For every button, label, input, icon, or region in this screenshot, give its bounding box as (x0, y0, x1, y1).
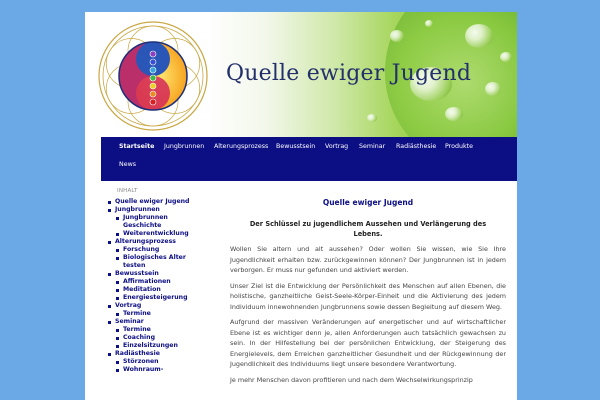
sidebar-item-vortrag[interactable]: Vortrag (107, 302, 197, 310)
nav-item-bewusstsein[interactable]: Bewusstsein (276, 143, 316, 150)
sidebar-item-seminar[interactable]: Seminar (107, 318, 197, 326)
sidebar-subitem-meditation[interactable]: Meditation (107, 286, 197, 294)
sidebar-subitem-biologisches-alter[interactable]: Biologisches Alter testen (107, 254, 197, 270)
sidebar-subitem-wohnraum[interactable]: Wohnraum- (107, 366, 197, 374)
content-paragraph: Unser Ziel ist die Entwicklung der Persönlichkeit des Menschen auf allen Ebenen, die holistische, ganzheitliche Geist-Seele-Körper-Einheit und die Aktivierung des jedem Individuum innewohnenden Jungbrunnens sowie dessen Begleitung auf diesem Weg. (230, 281, 506, 311)
water-drop (367, 114, 377, 122)
nav-item-vortrag[interactable]: Vortrag (325, 143, 349, 150)
sidebar-subitem-vortrag-termine[interactable]: Termine (107, 310, 197, 318)
water-drop (425, 20, 433, 27)
nav-item-alterungsprozess[interactable]: Alterungsprozess (214, 143, 269, 150)
water-drop (500, 52, 512, 62)
nav-item-news[interactable]: News (119, 161, 137, 168)
main-content (230, 198, 506, 390)
main-navigation (101, 137, 517, 181)
sidebar-subitem-forschung[interactable]: Forschung (107, 246, 197, 254)
water-drop (485, 82, 501, 96)
sidebar-subitem-geschichte[interactable]: Jungbrunnen Geschichte (107, 214, 197, 230)
nav-item-produkte[interactable]: Produkte (445, 143, 473, 150)
sidebar-heading: INHALT (117, 188, 138, 194)
sidebar-item-quelle[interactable]: Quelle ewiger Jugend (107, 198, 197, 206)
page-subtitle: Der Schlüssel zu jugendlichem Aussehen und Verlängerung des Lebens. (249, 220, 487, 238)
sidebar-subitem-stoerzonen[interactable]: Störzonen (107, 358, 197, 366)
nav-item-jungbrunnen[interactable]: Jungbrunnen (164, 143, 205, 150)
sidebar-item-jungbrunnen[interactable]: Jungbrunnen (107, 206, 197, 214)
nav-item-seminar[interactable]: Seminar (359, 143, 386, 150)
sidebar-subitem-einzelsitzungen[interactable]: Einzelsitzungen (107, 342, 197, 350)
sidebar-item-radiaesthesie[interactable]: Radiästhesie (107, 350, 197, 358)
sidebar-tree (107, 198, 197, 374)
content-paragraph: Wollen Sie altern und alt aussehen? Oder wollen Sie wissen, wie Sie Ihre Jugendlichkeit erhalten bzw. zurückgewinnen können? Der Jungbrunnen ist in jedem verborgen. Er muss nur gefunden und aktiviert werden. (230, 245, 506, 274)
sidebar-item-bewusstsein[interactable]: Bewusstsein (107, 270, 197, 278)
sidebar-item-alterungsprozess[interactable]: Alterungsprozess (107, 238, 197, 246)
sidebar-subitem-energiesteigerung[interactable]: Energiesteigerung (107, 294, 197, 302)
header-banner (85, 12, 517, 137)
sidebar-subitem-coaching[interactable]: Coaching (107, 334, 197, 342)
sidebar (107, 188, 197, 374)
content-paragraph: Aufgrund der massiven Veränderungen auf energetischer und auf wirtschaftlicher Ebene ist es wichtiger denn je, allen Anforderungen auch tatsächlich gewachsen zu sein. In der Hilfestellung bei der persönlichen Entwicklung, der Steigerung des Energielevels, dem Erreichen ganzheitlicher Gesundheit und der Rückgewinnung der Jugendlichkeit des Individuums liegt unsere besondere Verantwortung. (230, 318, 506, 368)
water-drop (390, 30, 404, 42)
sidebar-subitem-affirmationen[interactable]: Affirmationen (107, 278, 197, 286)
sidebar-subitem-weiterentwicklung[interactable]: Weiterentwicklung (107, 230, 197, 238)
page-title: Quelle ewiger Jugend (322, 198, 414, 207)
water-drop (465, 24, 493, 48)
nav-item-radiaesthesie[interactable]: Radiästhesie (396, 143, 437, 150)
site-title[interactable]: Quelle ewiger Jugend (226, 61, 472, 86)
logo-mandala-icon (97, 20, 209, 132)
nav-item-startseite[interactable]: Startseite (119, 143, 155, 150)
content-paragraph: Je mehr Menschen davon profitieren und nach dem Wechselwirkungsprinzip (230, 375, 473, 384)
water-drop (445, 107, 463, 121)
page-container (85, 12, 517, 400)
sidebar-subitem-seminar-termine[interactable]: Termine (107, 326, 197, 334)
